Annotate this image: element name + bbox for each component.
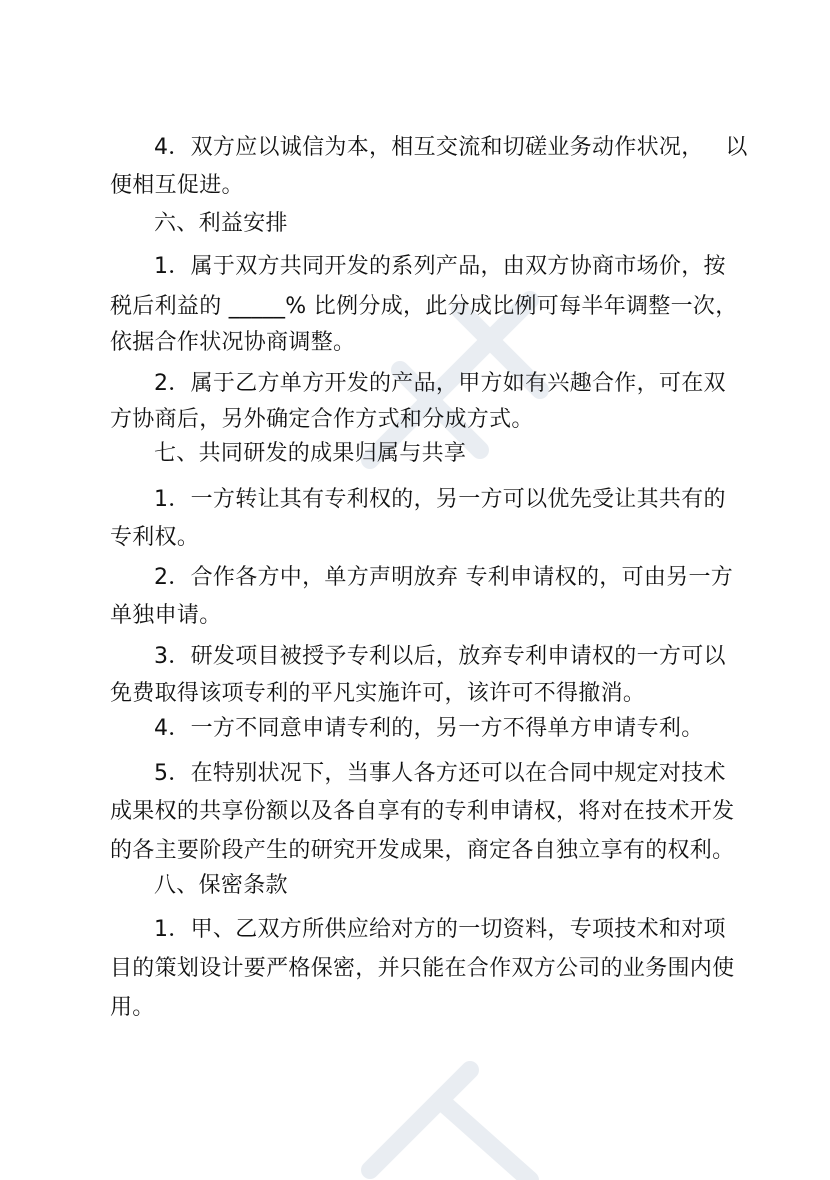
section-heading-7: 七、共同研发的成果归属与共享 [154, 441, 467, 466]
clause-7-2-line-1: 2．合作各方中，单方声明放弃 专利申请权的，可由另一方 [154, 565, 734, 590]
paragraph-4-line-1: 4．双方应以诚信为本，相互交流和切磋业务动作状况， 以 [154, 135, 748, 160]
clause-7-5-line-3: 的各主要阶段产生的研究开发成果，商定各自独立享有的权利。 [110, 838, 735, 863]
clause-8-1-line-2: 目的策划设计要严格保密，并只能在合作双方公司的业务围内使 [110, 956, 735, 981]
section-heading-6: 六、利益安排 [154, 211, 288, 236]
section-heading-8: 八、保密条款 [154, 873, 288, 898]
clause-7-1-line-2: 专利权。 [110, 525, 200, 550]
clause-6-1-line-2: 税后利益的 _____% 比例分成，此分成比例可每半年调整一次， [110, 294, 738, 319]
clause-7-5-line-1: 5．在特别状况下，当事人各方还可以在合同中规定对技术 [154, 761, 726, 786]
clause-8-1-line-3: 用。 [110, 995, 155, 1020]
clause-6-2-line-2: 方协商后，另外确定合作方式和分成方式。 [110, 407, 534, 432]
watermark-mark-lower [330, 1060, 590, 1180]
clause-6-1-line-3: 依据合作状况协商调整。 [110, 330, 356, 355]
paragraph-4-line-2: 便相互促进。 [110, 173, 244, 198]
clause-8-1-line-1: 1．甲、乙双方所供应给对方的一切资料，专项技术和对项 [154, 917, 726, 942]
clause-7-5-line-2: 成果权的共享份额以及各自享有的专利申请权，将对在技术开发 [110, 799, 735, 824]
clause-6-2-line-1: 2．属于乙方单方开发的产品，甲方如有兴趣合作，可在双 [154, 371, 726, 396]
clause-6-1-line-1: 1．属于双方共同开发的系列产品，由双方协商市场价，按 [154, 254, 726, 279]
clause-7-1-line-1: 1．一方转让其有专利权的，另一方可以优先受让其共有的 [154, 487, 726, 512]
clause-7-3-line-2: 免费取得该项专利的平凡实施许可，该许可不得撤消。 [110, 681, 646, 706]
clause-7-2-line-2: 单独申请。 [110, 603, 222, 628]
clause-7-4-line-1: 4．一方不同意申请专利的，另一方不得单方申请专利。 [154, 716, 704, 741]
clause-7-3-line-1: 3．研发项目被授予专利以后，放弃专利申请权的一方可以 [154, 644, 726, 669]
